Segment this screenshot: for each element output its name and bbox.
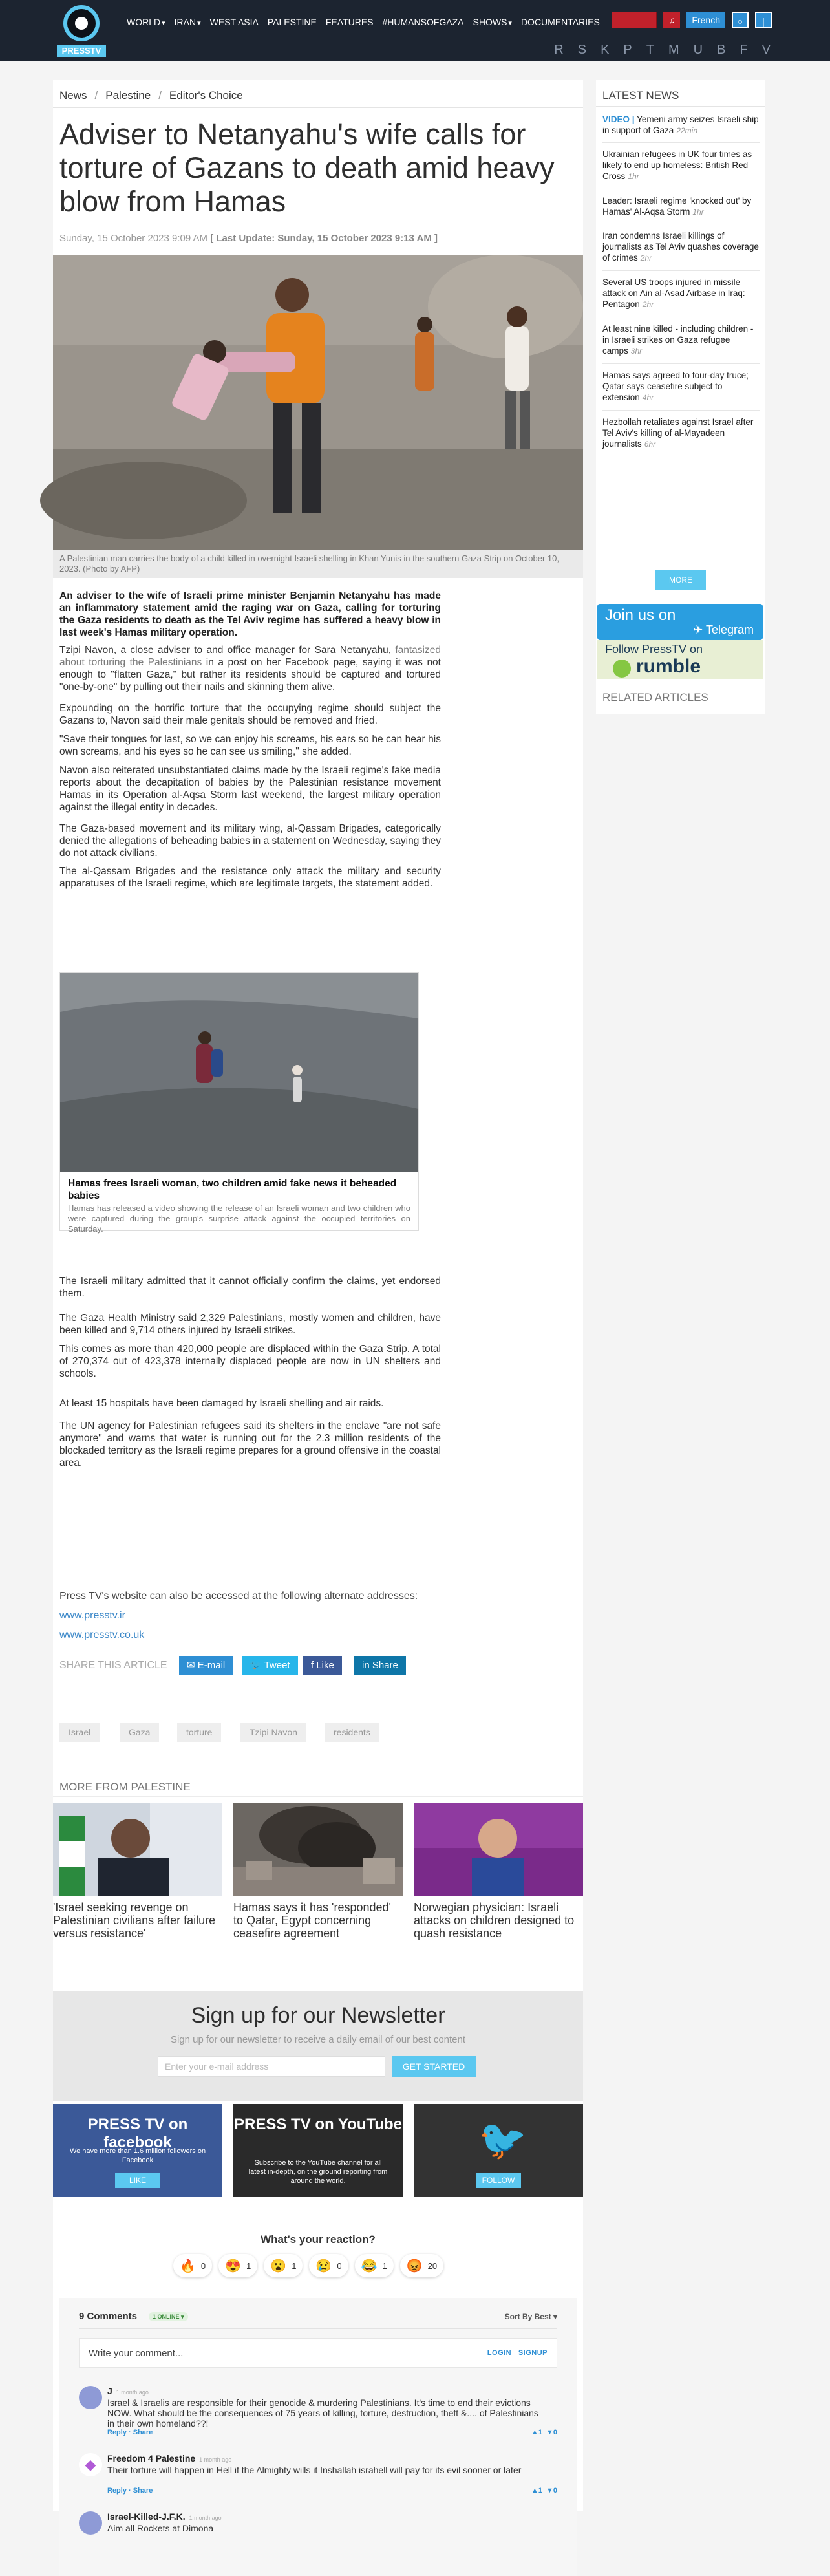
comment-count: 9 Comments bbox=[79, 2311, 138, 2322]
sad-icon: 😢 bbox=[315, 2259, 332, 2273]
top-navigation-bar bbox=[0, 0, 830, 61]
comment-actions: Reply · Share bbox=[107, 2487, 153, 2495]
nav-item-shows[interactable]: SHOWS ▾ bbox=[473, 16, 512, 30]
more-news-button[interactable]: MORE bbox=[655, 570, 706, 590]
nav-item-world[interactable]: WORLD ▾ bbox=[127, 16, 165, 30]
fire-icon: 🔥 bbox=[180, 2259, 196, 2273]
comment-text: Aim all Rockets at Dimona bbox=[107, 2523, 214, 2533]
reaction-angry[interactable] bbox=[400, 2254, 443, 2277]
nav-item-palestine[interactable]: PALESTINE bbox=[267, 17, 317, 27]
news-item[interactable]: Hamas says agreed to four-day truce; Qatar says ceasefire subject to extension 4hr bbox=[602, 370, 749, 402]
card-title[interactable]: Hamas says it has 'responded' to Qatar, Egypt concerning ceasefire agreement bbox=[233, 1901, 391, 1940]
article-card bbox=[53, 80, 583, 2533]
facebook-post-link[interactable]: fantasized about torturing the Palestinians bbox=[59, 645, 441, 668]
breadcrumb-editors-choice[interactable]: Editor's Choice bbox=[169, 89, 243, 102]
facebook-like-button[interactable]: f Like bbox=[303, 1656, 342, 1675]
tag-gaza[interactable]: Gaza bbox=[120, 1723, 159, 1742]
live-button[interactable] bbox=[612, 12, 657, 28]
main-nav bbox=[127, 16, 600, 30]
reaction-love[interactable] bbox=[218, 2254, 257, 2277]
card-image bbox=[233, 1803, 403, 1896]
online-badge[interactable]: 1 ONLINE ▾ bbox=[149, 2312, 188, 2321]
lang-link[interactable]: K bbox=[601, 43, 610, 57]
nav-item-documentaries[interactable]: DOCUMENTARIES bbox=[520, 17, 600, 27]
topbar-actions bbox=[612, 12, 772, 28]
reaction-sad[interactable] bbox=[309, 2254, 348, 2277]
divider bbox=[53, 1796, 583, 1797]
reaction-count: 1 bbox=[292, 2260, 297, 2271]
reaction-count: 1 bbox=[382, 2260, 387, 2271]
facebook-promo-title: PRESS TV on facebook bbox=[87, 2116, 188, 2151]
heart-eyes-icon: 😍 bbox=[225, 2259, 242, 2273]
telegram-text: Join us on bbox=[605, 606, 676, 624]
related-card[interactable] bbox=[414, 1803, 583, 1940]
rumble-label: rumble bbox=[636, 656, 701, 677]
alternate-addresses-text: Press TV's website can also be accessed at the following alternate addresses: bbox=[59, 1591, 418, 1602]
breadcrumb bbox=[59, 89, 243, 102]
embedded-article[interactable] bbox=[59, 972, 419, 1234]
related-card[interactable] bbox=[233, 1803, 403, 1940]
get-started-button[interactable]: GET STARTED bbox=[392, 2056, 476, 2077]
nav-item-west-asia[interactable]: WEST ASIA bbox=[209, 17, 259, 27]
paragraph: The Gaza-based movement and its military wing, al-Qassam Brigades, categorically denied the allegations of beheading babies in a statement on Wednesday, saying they do not attack civilians. bbox=[59, 823, 441, 859]
avatar[interactable] bbox=[79, 2511, 102, 2535]
reaction-count: 0 bbox=[337, 2260, 342, 2271]
twitter-promo[interactable] bbox=[414, 2104, 583, 2197]
lang-link[interactable]: U bbox=[693, 43, 703, 57]
rumble-play-icon bbox=[613, 660, 631, 678]
paragraph: This comes as more than 420,000 people are displaced within the Gaza Strip. A total of 270,374 out of 423,378 internally displaced people are now in UN shelters and schools. bbox=[59, 1344, 441, 1379]
comment-author[interactable]: Israel-Killed-J.F.K. 1 month ago bbox=[107, 2511, 222, 2522]
card-title[interactable]: Norwegian physician: Israeli attacks on children designed to quash resistance bbox=[414, 1901, 575, 1940]
twitter-bird-icon: 🐦 bbox=[478, 2118, 527, 2162]
reaction-count: 1 bbox=[246, 2260, 251, 2271]
paragraph: Expounding on the horrific torture that the occupying regime should subject the Gazans to, Navon said their male genitals should be removed and fried. bbox=[59, 703, 441, 726]
paragraph: The Gaza Health Ministry said 2,329 Palestinians, mostly women and children, have been killed and 9,714 others injured by Israeli strikes. bbox=[59, 1313, 441, 1336]
paragraph: Navon also reiterated unsubstantiated claims made by the Israeli regime's fake media reports about the decapitation of babies by the Palestinian resistance movement Hamas in its Operation al-Aqsa Storm last weekend, the largest military operation against the illegal entity in decades. bbox=[59, 765, 441, 813]
comment-item bbox=[79, 2386, 557, 2438]
article-dates bbox=[59, 233, 438, 244]
comment-text: Their torture will happen in Hell if the Almighty wills it Inshallah israhell will pay for its evil sooner or later bbox=[107, 2465, 522, 2475]
logo-ring-icon bbox=[63, 5, 100, 41]
news-item[interactable]: VIDEO | Yemeni army seizes Israeli ship in support of Gaza 22min bbox=[602, 114, 759, 135]
menu-icon[interactable]: | bbox=[755, 12, 772, 28]
reply-link[interactable]: Reply bbox=[107, 2487, 127, 2495]
upvote-button[interactable]: ▲1 bbox=[531, 2487, 542, 2495]
article-title: Adviser to Netanyahu's wife calls for torture of Gazans to death amid heavy blow from Hamas bbox=[59, 118, 555, 218]
alt-url-presstv-ir[interactable]: www.presstv.ir bbox=[59, 1610, 125, 1621]
presstv-logo[interactable] bbox=[57, 3, 106, 58]
hero-image bbox=[53, 255, 583, 550]
publish-date: Sunday, 15 October 2023 9:09 AM bbox=[59, 233, 208, 244]
reaction-title: What's your reaction? bbox=[261, 2233, 376, 2246]
comment-votes bbox=[531, 2487, 557, 2495]
embedded-summary: Hamas has released a video showing the release of an Israeli woman and two children who were captured during the group's surprise attack against the occupied territories on Saturday. bbox=[68, 1203, 410, 1234]
last-update: [ Last Update: Sunday, 15 October 2023 9:13 AM ] bbox=[210, 233, 438, 244]
lang-link[interactable]: S bbox=[577, 43, 587, 57]
embedded-title[interactable]: Hamas frees Israeli woman, two children amid fake news it beheaded babies bbox=[68, 1178, 397, 1201]
reaction-count: 20 bbox=[427, 2260, 438, 2271]
youtube-promo[interactable] bbox=[233, 2104, 403, 2197]
comments-section bbox=[59, 2298, 577, 2576]
facebook-promo-text: We have more than 1.6 million followers on Facebook bbox=[69, 2147, 206, 2164]
breadcrumb-separator: / bbox=[158, 89, 162, 102]
search-icon[interactable]: ○ bbox=[732, 12, 749, 28]
card-image bbox=[53, 1803, 222, 1896]
nav-item-features[interactable]: FEATURES bbox=[325, 17, 374, 27]
language-links bbox=[554, 43, 771, 58]
more-from-palestine-header: MORE FROM PALESTINE bbox=[59, 1781, 191, 1793]
share-link[interactable]: Share bbox=[133, 2429, 153, 2436]
tag-residents[interactable]: residents bbox=[325, 1723, 379, 1742]
french-link[interactable]: French bbox=[686, 12, 725, 28]
comment-text: Israel & Israelis are responsible for their genocide & murdering Palestinians. It's time to end their evictions NOW. What should be the consequences of 75 years of killing, torture, destruction, theft &.... of Palestinians in their own homeland??! bbox=[107, 2398, 538, 2429]
comment-item bbox=[79, 2511, 557, 2550]
comment-input[interactable] bbox=[79, 2338, 557, 2368]
downvote-button[interactable]: ▼0 bbox=[546, 2487, 557, 2495]
reply-link[interactable]: Reply bbox=[107, 2429, 127, 2436]
comment-author[interactable]: Freedom 4 Palestine 1 month ago bbox=[107, 2453, 232, 2463]
youtube-promo-text: Subscribe to the YouTube channel for all latest in-depth, on the ground reporting from around the world. bbox=[248, 2159, 388, 2185]
comment-author[interactable]: J 1 month ago bbox=[107, 2386, 149, 2396]
reaction-fire[interactable] bbox=[173, 2254, 212, 2277]
breadcrumb-palestine[interactable]: Palestine bbox=[105, 89, 151, 102]
facebook-like-promo-button[interactable]: LIKE bbox=[115, 2173, 160, 2188]
newsletter-email-input[interactable]: Enter your e-mail address bbox=[158, 2056, 385, 2077]
related-articles-header: RELATED ARTICLES bbox=[602, 691, 708, 703]
rumble-text: Follow PressTV on bbox=[605, 643, 703, 656]
facebook-promo[interactable] bbox=[53, 2104, 222, 2197]
tag-tzipi-navon[interactable]: Tzipi Navon bbox=[240, 1723, 306, 1742]
sort-dropdown[interactable]: Sort By Best ▾ bbox=[504, 2312, 557, 2321]
reaction-laugh[interactable] bbox=[355, 2254, 394, 2277]
avatar[interactable]: ◆ bbox=[79, 2453, 102, 2476]
rumble-banner[interactable] bbox=[597, 640, 763, 679]
breadcrumb-separator: / bbox=[94, 89, 98, 102]
upvote-button[interactable]: ▲1 bbox=[531, 2429, 542, 2436]
share-label: SHARE THIS ARTICLE bbox=[59, 1660, 167, 1671]
lang-link[interactable]: F bbox=[740, 43, 748, 57]
twitter-follow-button[interactable]: FOLLOW bbox=[476, 2173, 521, 2188]
news-item[interactable]: At least nine killed - including children - in Israeli strikes on Gaza refugee camps 3hr bbox=[602, 324, 754, 356]
divider bbox=[596, 106, 765, 107]
lang-link[interactable]: P bbox=[623, 43, 632, 57]
login-link[interactable]: LOGIN bbox=[487, 2349, 512, 2357]
news-item[interactable]: Iran condemns Israeli killings of journalists as Tel Aviv quashes coverage of crimes 2hr bbox=[602, 231, 759, 263]
divider bbox=[602, 410, 760, 411]
hero-caption: A Palestinian man carries the body of a child killed in overnight Israeli shelling in Khan Yunis in the southern Gaza Strip on October 10, 2023. (Photo by AFP) bbox=[53, 550, 583, 578]
email-share-button[interactable]: ✉ E-mail bbox=[179, 1656, 233, 1675]
latest-news-header: LATEST NEWS bbox=[602, 89, 679, 102]
reaction-bar bbox=[173, 2254, 443, 2277]
share-link[interactable]: Share bbox=[133, 2487, 153, 2495]
comment-placeholder: Write your comment... bbox=[89, 2348, 184, 2359]
newsletter-section bbox=[53, 1991, 583, 2101]
paragraph: Tzipi Navon, a close adviser to and office manager for Sara Netanyahu, fantasized about torturing the Palestinians in a post on her Facebook page, saying it was not enough to "flatten Gaza," but rather its residents should be captured and tortured "one-by-one" by pulling out their nails and skinning them alive. bbox=[59, 645, 441, 692]
alt-url-presstv-co-uk[interactable]: www.presstv.co.uk bbox=[59, 1629, 145, 1640]
divider bbox=[53, 107, 583, 108]
newsletter-subtitle: Sign up for our newsletter to receive a daily email of our best content bbox=[170, 2034, 466, 2045]
lang-link[interactable]: B bbox=[717, 43, 726, 57]
tag-torture[interactable]: torture bbox=[177, 1723, 221, 1742]
paragraph: "Save their tongues for last, so we can enjoy his screams, his ears so he can hear his own screams, and his eyes so he can see us smiling," she added. bbox=[59, 734, 441, 757]
paragraph: The UN agency for Palestinian refugees said its shelters in the enclave "are not safe anymore" and warns that water is running out for the 2.3 million residents of the blockaded territory as the Israeli regime prepares for a ground offensive in the coastal area. bbox=[59, 1421, 441, 1468]
comment-actions: Reply · Share bbox=[107, 2429, 153, 2436]
logo-text: PRESSTV bbox=[57, 45, 106, 57]
nav-item-iran[interactable]: IRAN ▾ bbox=[175, 16, 201, 30]
tweet-button[interactable]: 🐦 Tweet bbox=[242, 1656, 298, 1675]
share-button[interactable]: in Share bbox=[354, 1656, 406, 1675]
auth-links bbox=[487, 2349, 548, 2357]
lead-paragraph: An adviser to the wife of Israeli prime minister Benjamin Netanyahu has made an inflammatory statement amid the raging war on Gaza, calling for torturing the Gaza residents to death as the Tel Aviv regime has suffered a heavy blow in last week's Hamas military operation. bbox=[59, 590, 441, 638]
divider bbox=[602, 363, 760, 364]
news-item[interactable]: Leader: Israeli regime 'knocked out' by Hamas' Al-Aqsa Storm 1hr bbox=[602, 196, 752, 217]
reaction-surprised[interactable] bbox=[264, 2254, 303, 2277]
embedded-image bbox=[60, 973, 418, 1172]
paragraph: The al-Qassam Brigades and the resistance only attack the military and security apparatuses of the Israeli regime, which are legitimate targets, the statement added. bbox=[59, 866, 441, 889]
divider bbox=[79, 2328, 557, 2329]
related-card[interactable] bbox=[53, 1803, 222, 1940]
comment-item bbox=[79, 2453, 557, 2498]
paragraph: At least 15 hospitals have been damaged by Israeli shelling and air raids. bbox=[59, 1398, 384, 1409]
headphones-icon[interactable]: ♫ bbox=[663, 12, 680, 28]
reaction-count: 0 bbox=[200, 2260, 206, 2271]
news-item[interactable]: Several US troops injured in missile attack on Ain al-Asad Airbase in Iraq: Pentagon 2hr bbox=[602, 277, 745, 309]
lang-link[interactable]: R bbox=[554, 43, 564, 57]
downvote-button[interactable]: ▼0 bbox=[546, 2429, 557, 2436]
divider bbox=[602, 270, 760, 271]
newsletter-title: Sign up for our Newsletter bbox=[191, 2003, 445, 2028]
avatar[interactable] bbox=[79, 2386, 102, 2409]
news-item[interactable]: Ukrainian refugees in UK four times as likely to end up homeless: British Red Cross 1hr bbox=[602, 149, 752, 181]
surprised-icon: 😮 bbox=[270, 2259, 287, 2273]
angry-icon: 😡 bbox=[406, 2259, 423, 2273]
nav-item-humansofgaza[interactable]: #HUMANSOFGAZA bbox=[382, 17, 464, 27]
comment-votes bbox=[531, 2429, 557, 2436]
telegram-label: ✈ Telegram bbox=[693, 623, 754, 636]
tag-israel[interactable]: Israel bbox=[59, 1723, 100, 1742]
card-image bbox=[414, 1803, 583, 1896]
card-title[interactable]: 'Israel seeking revenge on Palestinian civilians after failure versus resistance' bbox=[53, 1901, 216, 1940]
lang-link[interactable]: V bbox=[761, 43, 771, 57]
lang-link[interactable]: M bbox=[668, 43, 679, 57]
telegram-banner[interactable] bbox=[597, 604, 763, 640]
breadcrumb-news[interactable]: News bbox=[59, 89, 87, 102]
laugh-icon: 😂 bbox=[361, 2259, 378, 2273]
latest-news-sidebar bbox=[596, 80, 765, 714]
video-label: VIDEO | bbox=[602, 114, 635, 124]
signup-link[interactable]: SIGNUP bbox=[518, 2349, 548, 2357]
news-item[interactable]: Hezbollah retaliates against Israel after Tel Aviv's killing of al-Mayadeen journalists 6hr bbox=[602, 417, 754, 449]
youtube-promo-title: PRESS TV on YouTube bbox=[233, 2116, 402, 2133]
lang-link[interactable]: T bbox=[646, 43, 654, 57]
paragraph: The Israeli military admitted that it cannot officially confirm the claims, yet endorsed them. bbox=[59, 1276, 441, 1299]
divider bbox=[602, 142, 760, 143]
